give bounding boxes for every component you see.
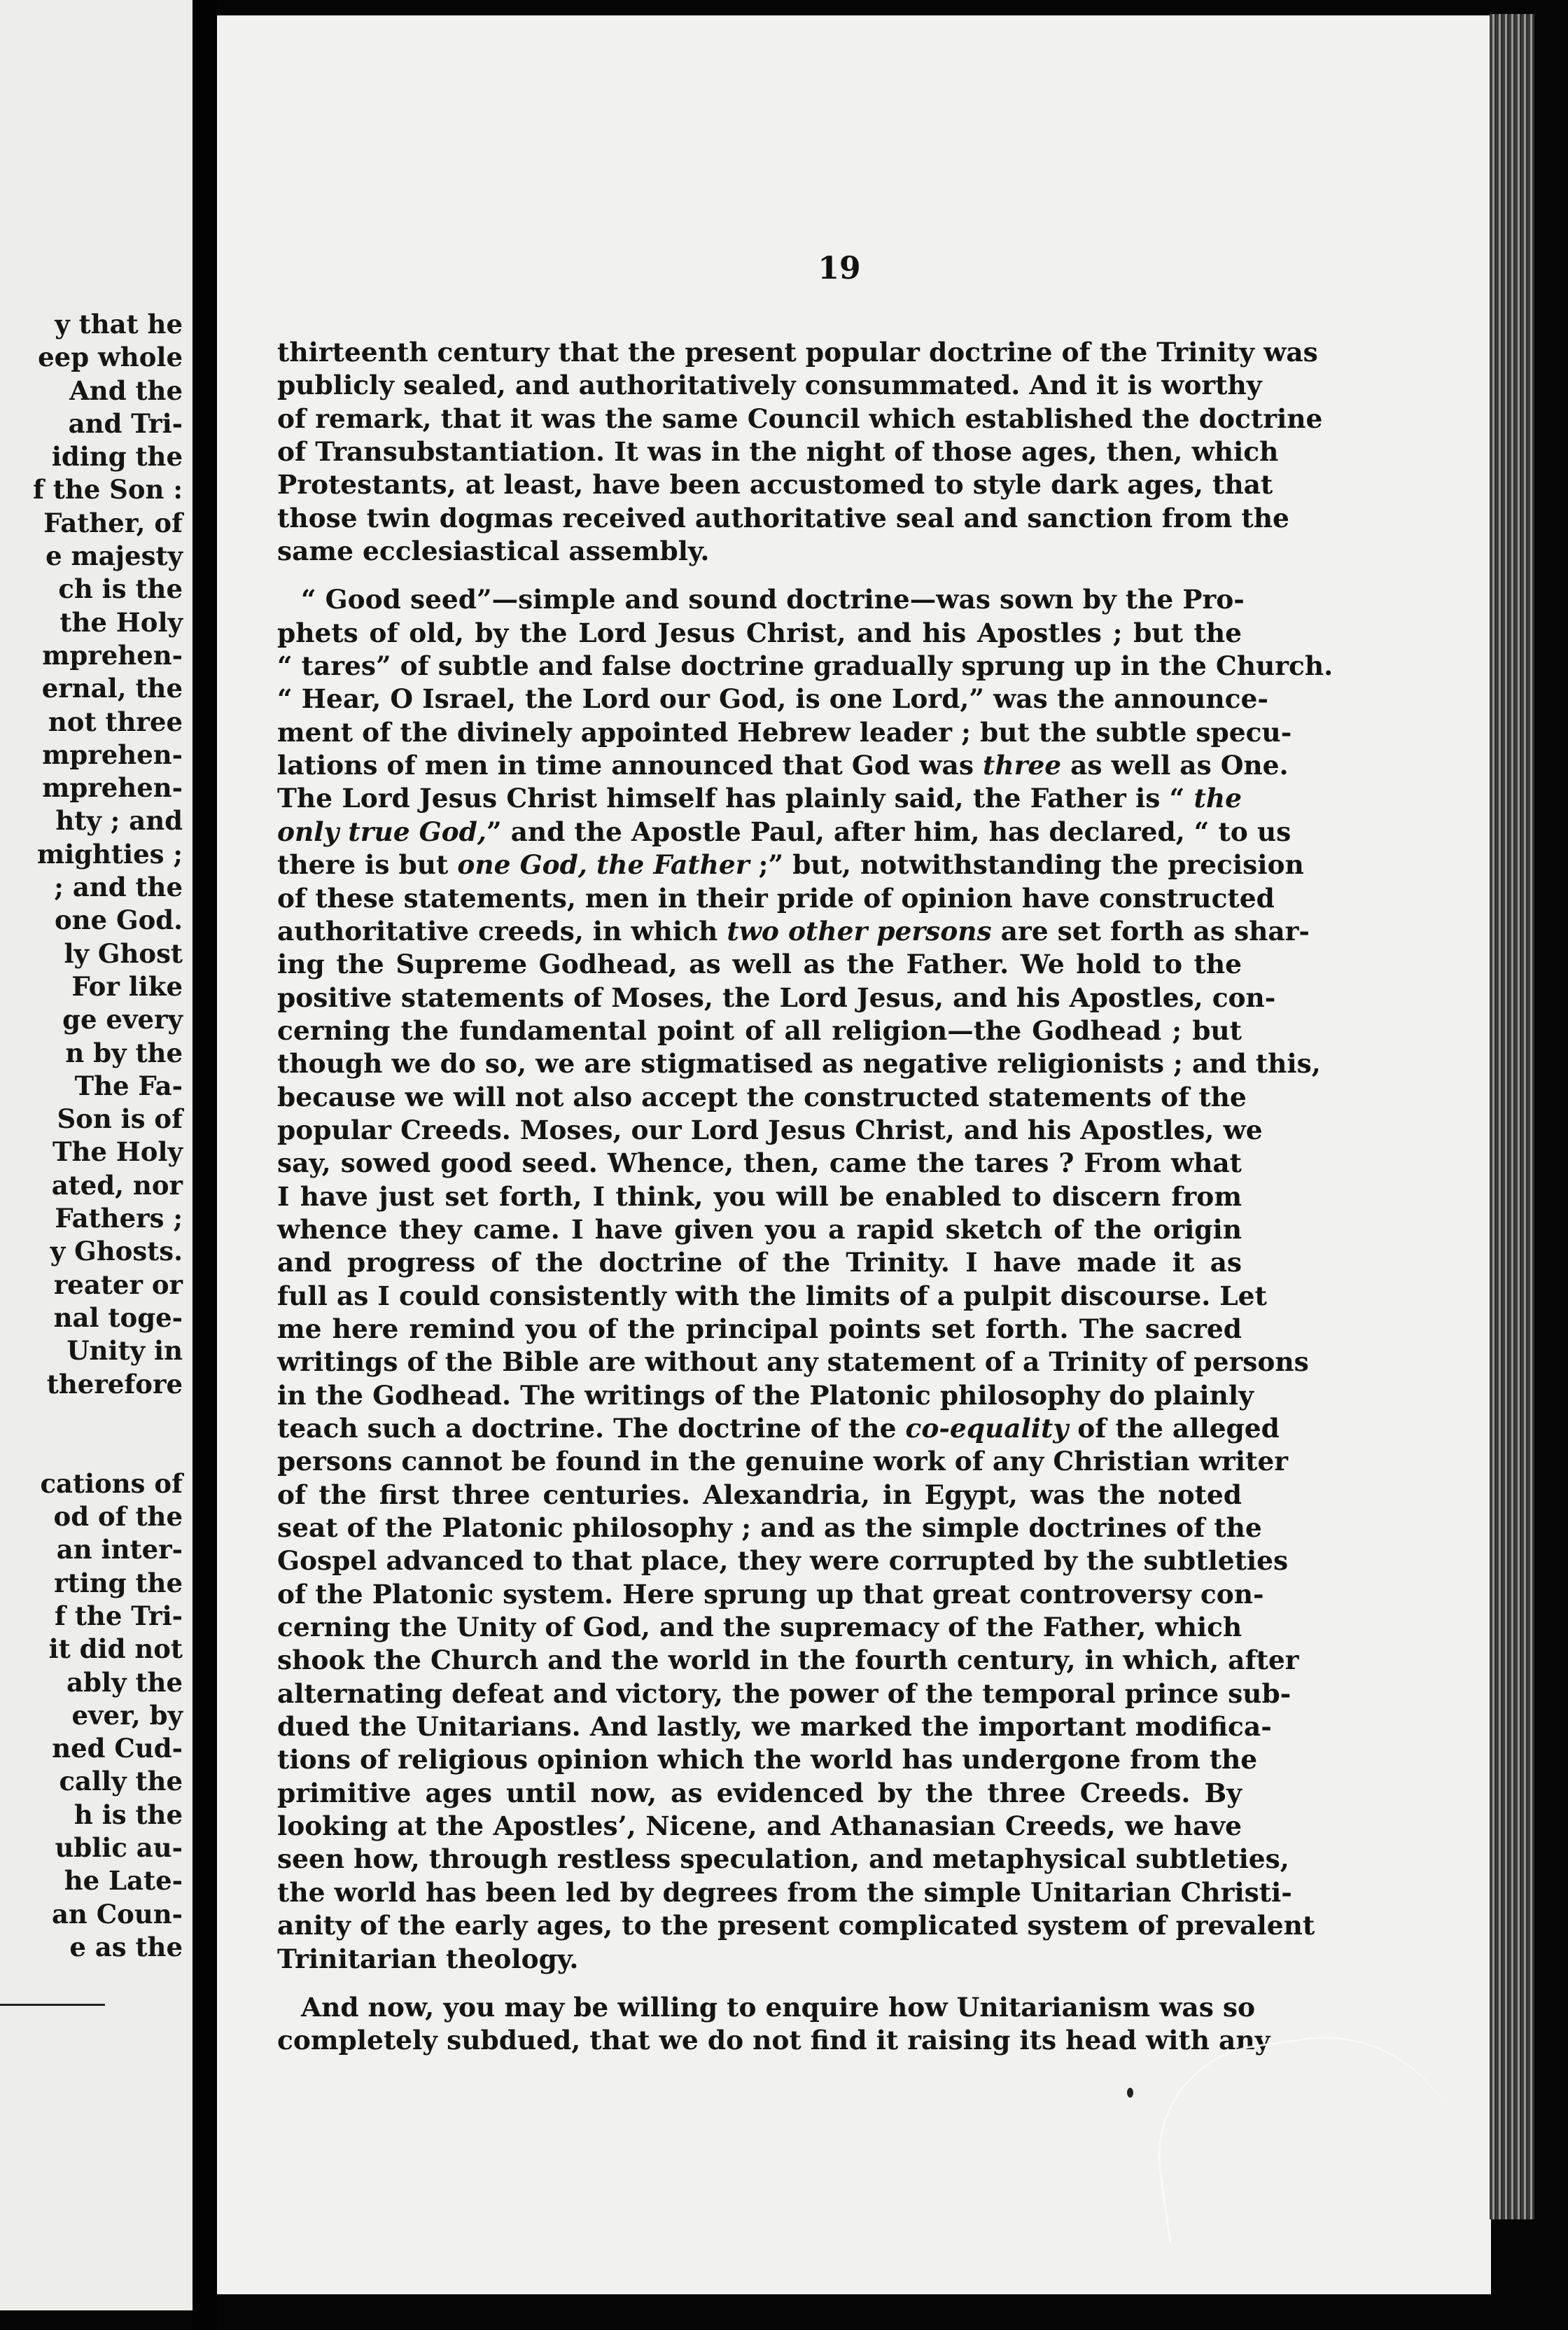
facing-page-line: ublic au-	[55, 1832, 183, 1864]
facing-page-line: ably the	[66, 1666, 183, 1698]
text-line: same ecclesiastical assembly.	[277, 536, 710, 567]
text-line: Trinitarian theology.	[277, 1943, 579, 1974]
facing-page-line: it did not	[48, 1633, 183, 1665]
facing-page-line: eep whole	[38, 342, 183, 373]
facing-page-line: ated, nor	[51, 1169, 183, 1201]
facing-page-line: the Holy	[59, 606, 183, 638]
facing-page-line: y Ghosts.	[50, 1236, 183, 1267]
text-line: looking at the Apostles’, Nicene, and Athanasian Creeds, we have	[277, 1811, 1242, 1842]
text-line: thirteenth century that the present popular doctrine of the Trinity was	[277, 337, 1318, 368]
facing-page-line: n by the	[65, 1037, 183, 1068]
facing-page-line: h is the	[74, 1799, 183, 1830]
text-line: publicly sealed, and authoritatively consummated. And it is worthy	[277, 370, 1262, 401]
text-line: Protestants, at least, have been accustomed to style dark ages, that	[277, 469, 1273, 501]
page-body	[277, 336, 1334, 2058]
facing-page-text	[33, 308, 183, 1964]
facing-page-line: ly Ghost	[64, 937, 183, 969]
text-line: positive statements of Moses, the Lord Jesus, and his Apostles, con-	[277, 982, 1276, 1013]
text-line: anity of the early ages, to the present complicated system of prevalent	[277, 1910, 1315, 1941]
facing-page-line: cally the	[59, 1766, 183, 1797]
text-line: in the Godhead. The writings of the Platonic philosophy do plainly	[277, 1379, 1254, 1411]
facing-page-line: Fathers ;	[55, 1203, 183, 1234]
text-line: lations of men in time announced that God was three as well as One.	[277, 750, 1289, 781]
paragraph	[277, 1991, 1270, 2058]
page-number	[217, 251, 1491, 286]
facing-page-line: ernal, the	[41, 673, 183, 704]
text-line: primitive ages until now, as evidenced by the three Creeds. By	[277, 1777, 1242, 1808]
text-line: full as I could consistently with the limits of a pulpit discourse. Let	[277, 1280, 1267, 1311]
text-line: The Lord Jesus Christ himself has plainly said, the Father is “ the	[277, 783, 1242, 814]
text-line: me here remind you of the principal points set forth. The sacred	[277, 1313, 1242, 1344]
facing-page-line: mprehen-	[42, 739, 183, 770]
ink-dot	[1127, 2088, 1133, 2098]
facing-page-line: ned Cud-	[52, 1733, 183, 1764]
facing-page-line: ever, by	[71, 1699, 183, 1731]
facing-page-line: Son is of	[57, 1103, 183, 1135]
text-line: and progress of the doctrine of the Trinity. I have made it as	[277, 1247, 1242, 1278]
text-line: shook the Church and the world in the fourth century, in which, after	[277, 1645, 1299, 1676]
facing-page-line: And the	[69, 375, 183, 406]
text-line: authoritative creeds, in which two other persons are set forth as shar-	[277, 915, 1310, 947]
facing-page-line: f the Tri-	[55, 1600, 183, 1631]
text-line: whence they came. I have given you a rapid sketch of the origin	[277, 1213, 1242, 1245]
text-line: seat of the Platonic philosophy ; and as the simple doctrines of the	[277, 1512, 1262, 1544]
text-line: tions of religious opinion which the world has undergone from the	[277, 1744, 1258, 1776]
page-number-text: 19	[818, 251, 861, 286]
facing-page-line: The Holy	[52, 1136, 183, 1168]
facing-page-line: rting the	[54, 1567, 183, 1598]
facing-page-line: The Fa-	[74, 1070, 183, 1101]
text-line: of Transubstantiation. It was in the night of those ages, then, which	[277, 436, 1279, 468]
facing-page-line: therefore	[46, 1368, 183, 1400]
text-line: ing the Supreme Godhead, as well as the Father. We hold to the	[277, 949, 1242, 980]
facing-page-line: Father, of	[43, 507, 183, 538]
facing-page-line: nal toge-	[53, 1302, 183, 1333]
paragraph	[277, 583, 1334, 1975]
text-line: of the first three centuries. Alexandria, in Egypt, was the noted	[277, 1479, 1242, 1510]
facing-page-line: y that he	[55, 309, 183, 340]
text-line: “ Hear, O Israel, the Lord our God, is one Lord,” was the announce-	[277, 683, 1268, 715]
facing-page-line: f the Son :	[32, 474, 183, 505]
facing-page	[0, 0, 192, 2310]
facing-page-line: e majesty	[46, 540, 183, 572]
text-line: I have just set forth, I think, you will be enabled to discern from	[277, 1180, 1242, 1212]
facing-page-line: ch is the	[58, 573, 183, 605]
text-line: dued the Unitarians. And lastly, we marked the important modifica-	[277, 1711, 1272, 1743]
facing-page-line: ge every	[62, 1004, 183, 1035]
facing-page-gap	[33, 1401, 183, 1467]
text-line: alternating defeat and victory, the power of the temporal prince sub-	[277, 1677, 1292, 1709]
text-line: seen how, through restless speculation, and metaphysical subtleties,	[277, 1843, 1289, 1875]
facing-page-line: and Tri-	[68, 407, 183, 439]
text-line: of these statements, men in their pride of opinion have constructed	[277, 882, 1275, 914]
facing-page-line: mprehen-	[42, 772, 183, 804]
text-line: completely subdued, that we do not find it raising its head with any	[277, 2025, 1270, 2056]
paragraph-gap	[277, 1976, 1242, 1991]
book-page	[217, 15, 1491, 2294]
facing-page-line: e as the	[69, 1931, 183, 1962]
text-line: the world has been led by degrees from the simple Unitarian Christi-	[277, 1876, 1292, 1908]
paragraph-gap	[277, 568, 1242, 583]
facing-page-line: cations of	[40, 1467, 183, 1499]
text-line: teach such a doctrine. The doctrine of the co-equality of the alleged	[277, 1413, 1280, 1444]
text-line: writings of the Bible are without any statement of a Trinity of persons	[277, 1346, 1309, 1378]
text-line: phets of old, by the Lord Jesus Christ, and his Apostles ; but the	[277, 617, 1242, 648]
text-line: of the Platonic system. Here sprung up that great controversy con-	[277, 1578, 1264, 1610]
facing-page-line: ; and the	[54, 872, 183, 903]
text-line: “ tares” of subtle and false doctrine gradually sprung up in the Church.	[277, 650, 1334, 682]
facing-page-rule	[0, 2004, 105, 2006]
text-line: Gospel advanced to that place, they were corrupted by the subtleties	[277, 1545, 1289, 1577]
facing-page-line: Unity in	[66, 1335, 183, 1367]
text-line: And now, you may be willing to enquire how Unitarianism was so	[301, 1991, 1256, 2023]
facing-page-line: an inter-	[56, 1534, 183, 1565]
text-line: “ Good seed”—simple and sound doctrine—was sown by the Pro-	[301, 584, 1245, 615]
text-line: of remark, that it was the same Council which established the doctrine	[277, 403, 1323, 434]
facing-page-line: reater or	[53, 1269, 183, 1300]
text-line: only true God,” and the Apostle Paul, after him, has declared, “ to us	[277, 816, 1292, 847]
facing-page-line: For like	[71, 970, 183, 1002]
text-line: cerning the Unity of God, and the supremacy of the Father, which	[277, 1612, 1242, 1643]
page-edges	[1490, 14, 1534, 2219]
facing-page-line: mighties ;	[36, 838, 183, 870]
facing-page-line: iding the	[51, 441, 183, 473]
facing-page-line: an Coun-	[51, 1898, 183, 1930]
text-line: popular Creeds. Moses, our Lord Jesus Christ, and his Apostles, we	[277, 1114, 1263, 1145]
text-line: persons cannot be found in the genuine work of any Christian writer	[277, 1446, 1288, 1477]
text-line: there is but one God, the Father ;” but, notwithstanding the precision	[277, 849, 1304, 881]
text-line: though we do so, we are stigmatised as negative religionists ; and this,	[277, 1048, 1321, 1080]
facing-page-line: not three	[48, 706, 183, 737]
text-line: ment of the divinely appointed Hebrew leader ; but the subtle specu-	[277, 716, 1292, 748]
text-line: those twin dogmas received authoritative seal and sanction from the	[277, 502, 1289, 533]
facing-page-line: mprehen-	[42, 639, 183, 671]
facing-page-line: he Late-	[64, 1865, 183, 1897]
facing-page-line: hty ; and	[55, 805, 183, 837]
text-line: cerning the fundamental point of all religion—the Godhead ; but	[277, 1014, 1242, 1046]
facing-page-line: od of the	[53, 1501, 183, 1533]
book-gutter	[192, 0, 217, 2330]
paragraph	[277, 336, 1323, 568]
facing-page-line: one God.	[54, 905, 183, 936]
text-line: because we will not also accept the constructed statements of the	[277, 1081, 1247, 1112]
text-line: say, sowed good seed. Whence, then, came the tares ? From what	[277, 1147, 1242, 1179]
